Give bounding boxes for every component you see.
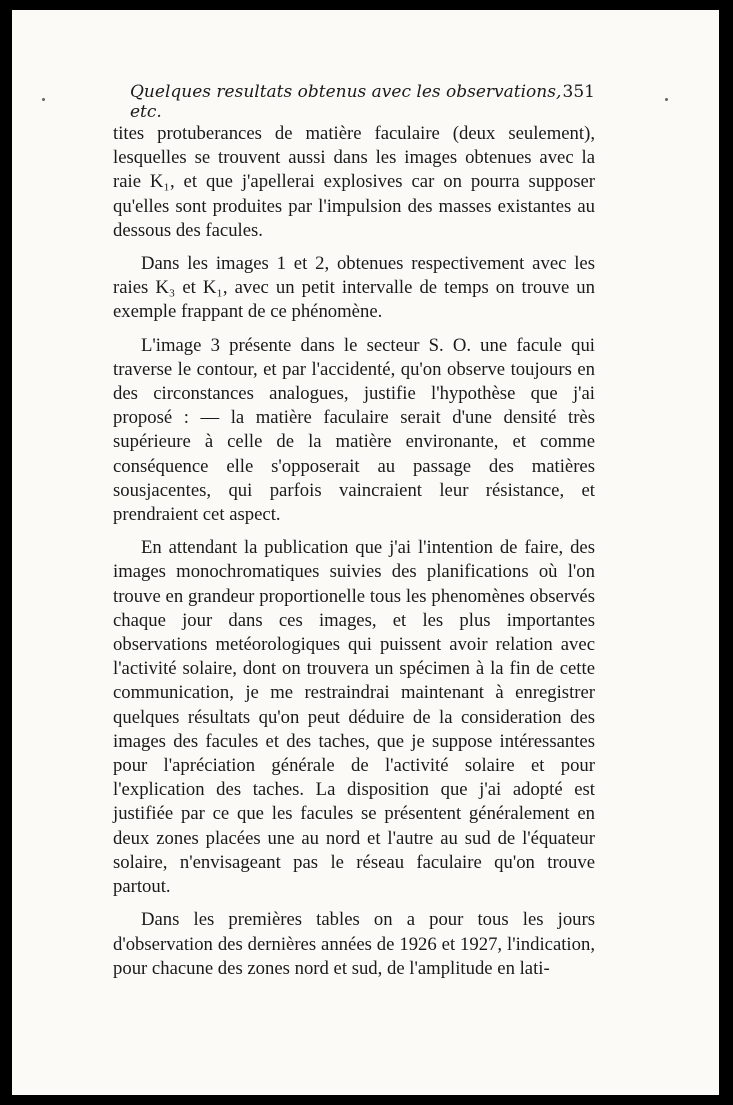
paragraph-continuation: tites protuberances de matière faculaire (deux seulement), lesquelles se trouvent aussi dans les images obtenues avec la raie K₁, et que j'apellerai explosives car on pourra supposer qu'elles sont produites par l'impulsion des masses existantes au dessous des facules. — [113, 123, 595, 241]
page-header — [130, 82, 595, 122]
page-number: 351 — [562, 82, 595, 102]
body-text — [113, 122, 595, 981]
paragraph: L'image 3 présente dans le secteur S. O. une facule qui traverse le contour, et par l'accidenté, qu'on observe toujours en des circonstances analogues, justifie l'hypothèse que j'ai proposé : — la matière faculaire serait d'une densité très supérieure à celle de la matière environante, et comme conséquence elle s'opposerait au passage des matières sousjacentes, qui parfois vaincraient leur résistance, et prendraient cet aspect. — [113, 334, 595, 526]
paragraph: Dans les images 1 et 2, obtenues respectivement avec les raies K₃ et K₁, avec un petit intervalle de temps on trouve un exemple frappant de ce phénomène. — [113, 253, 595, 323]
paragraph: En attendant la publication que j'ai l'intention de faire, des images monochromatiques suivies des planifications où l'on trouve en grandeur proportionelle tous les phenomènes observés chaque jour dans ces images, et les plus importantes observations metéorologiques qui puissent avoir relation avec l'activité solaire, dont on trouvera un spécimen à la fin de cette communication, je me restraindrai maintenant à enregistrer quelques résultats qu'on peut déduire de la consideration des images des facules et des taches, que je suppose intéressantes pour l'apréciation générale de l'activité solaire et pour l'explication des taches. La disposition que j'ai adopté est justifiée par ce que les facules se présentent généralement en deux zones placées une au nord et l'autre au sud de l'équateur solaire, n'envisageant pas le réseau faculaire qu'on trouve partout. — [113, 537, 595, 898]
running-title: Quelques resultats obtenus avec les observations, etc. — [130, 82, 562, 122]
paper-speck — [42, 98, 45, 101]
paragraph: Dans les premières tables on a pour tous les jours d'observation des dernières années de 1926 et 1927, l'indication, pour chacune des zones nord et sud, de l'amplitude en lati- — [113, 909, 595, 979]
page-sheet — [12, 10, 719, 1095]
paper-speck — [665, 98, 668, 101]
